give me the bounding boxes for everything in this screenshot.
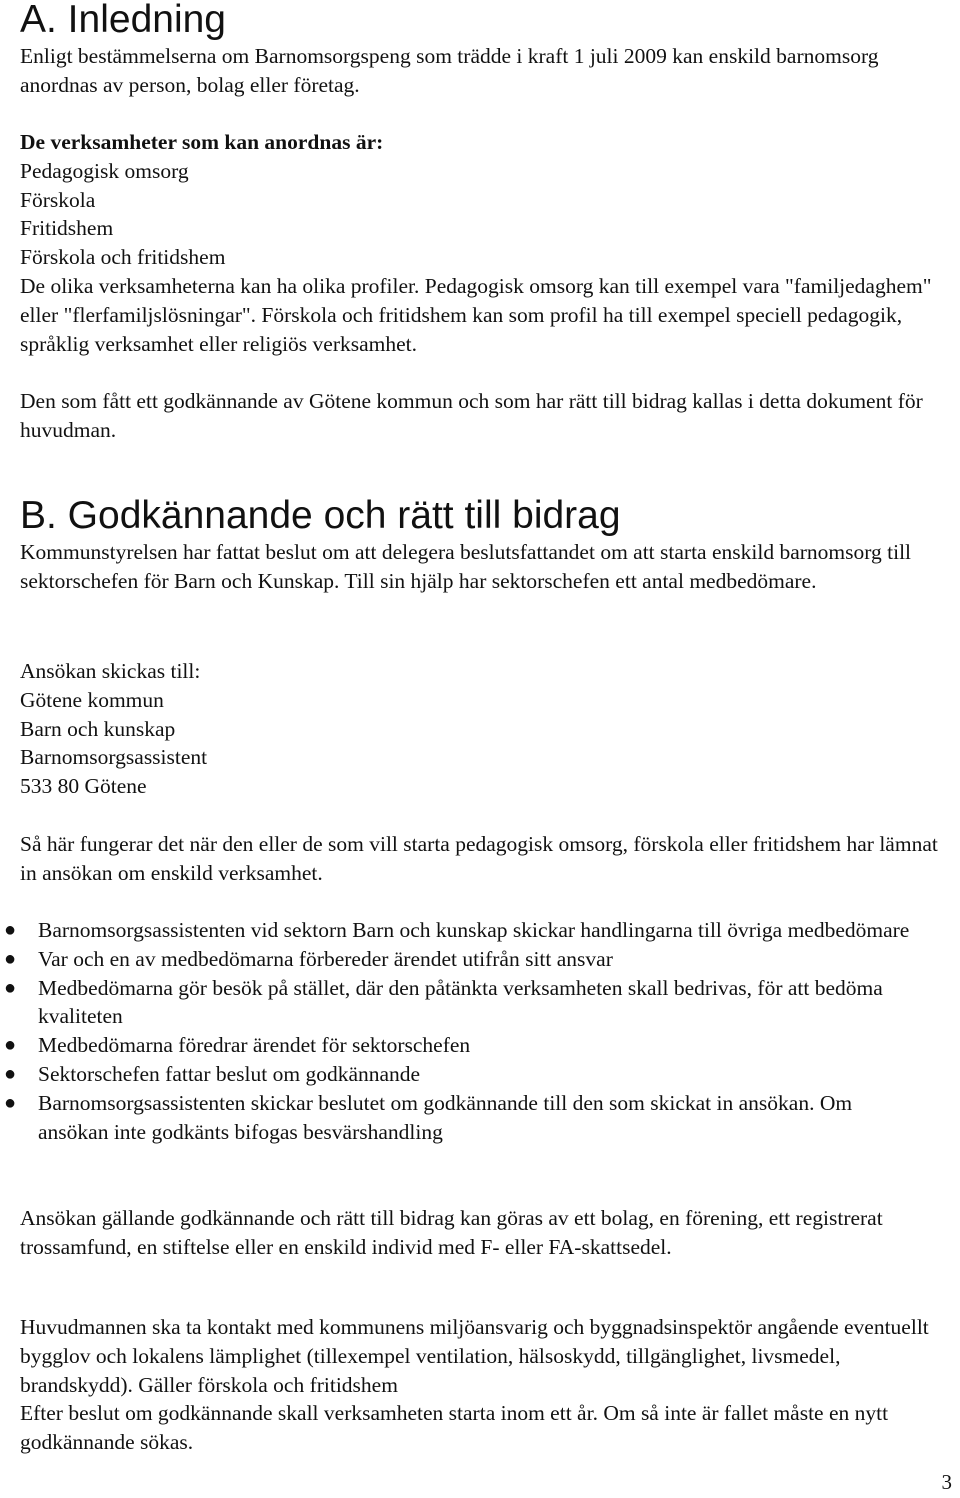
step-text: Medbedömarna gör besök på stället, där den påtänkta verksamheten skall bedrivas, för att bedöma kvaliteten — [38, 975, 883, 1029]
who-can-apply-text: Ansökan gällande godkännande och rätt till bidrag kan göras av ett bolag, en förening, ett registrerat trossamfund, en stiftelse eller en enskild individ med F- eller FA-skattsedel. — [20, 1206, 883, 1259]
step-text: Medbedömarna föredrar ärendet för sektorschefen — [38, 1033, 471, 1058]
activity-item: Förskola och fritidshem — [20, 245, 226, 270]
address-line: 533 80 Götene — [20, 774, 147, 799]
address-block — [20, 657, 940, 801]
activity-item: Fritidshem — [20, 216, 114, 241]
list-item — [4, 1060, 920, 1089]
list-item — [4, 916, 920, 945]
list-item — [4, 1089, 920, 1147]
delegation-paragraph — [20, 538, 940, 596]
list-item — [4, 974, 920, 1032]
address-line: Ansökan skickas till: — [20, 659, 201, 683]
bullet-icon: ● — [4, 1062, 17, 1085]
contact-text: Huvudmannen ska ta kontakt med kommunens miljöansvarig och byggnadsinspektör angående eventuellt bygglov och lokalens lämplighet (tillexempel ventilation, hälsoskydd, tillgänglighet, livsmedel, brandskydd). Gäller förskola och fritidshem — [20, 1315, 929, 1397]
intro-text: Enligt bestämmelserna om Barnomsorgspeng som trädde i kraft 1 juli 2009 kan enskild barnomsorg anordnas av person, bolag eller företag. — [20, 44, 879, 97]
who-can-apply-paragraph — [20, 1204, 940, 1262]
profiles-paragraph — [20, 272, 940, 358]
huvudman-paragraph — [20, 387, 940, 445]
process-intro-text: Så här fungerar det när den eller de som vill starta pedagogisk omsorg, förskola eller fritidshem har lämnat in ansökan om enskild verksamhet. — [20, 832, 938, 885]
step-text: Sektorschefen fattar beslut om godkännande — [38, 1061, 421, 1086]
bullet-icon: ● — [4, 976, 17, 999]
bullet-icon: ● — [4, 919, 17, 941]
steps-list — [4, 916, 920, 1146]
page-number: 3 — [941, 1470, 952, 1494]
bullet-icon: ● — [4, 1091, 17, 1114]
section-a-heading: A. Inledning — [20, 0, 226, 41]
activities-title: De verksamheter som kan anordnas är: — [20, 130, 384, 154]
address-line: Barnomsorgsassistent — [20, 745, 208, 770]
intro-paragraph — [20, 42, 940, 100]
list-item — [4, 945, 920, 974]
step-text: Var och en av medbedömarna förbereder ärendet utifrån sitt ansvar — [38, 946, 613, 971]
address-line: Götene kommun — [20, 687, 164, 712]
contact-paragraph — [20, 1313, 940, 1457]
address-line: Barn och kunskap — [20, 716, 176, 741]
process-intro-paragraph — [20, 830, 940, 888]
step-text: Barnomsorgsassistenten skickar beslutet om godkännande till den som skickat in ansökan. Om ansökan inte godkänts bifogas besvärshandling — [38, 1090, 853, 1144]
profiles-text: De olika verksamheterna kan ha olika profiler. Pedagogisk omsorg kan till exempel vara "familjedaghem" eller "flerfamiljslösningar". Förskola och fritidshem kan som profil ha till exempel speciell pedagogik, språklig verksamhet eller religiös verksamhet. — [20, 274, 932, 356]
deadline-text: Efter beslut om godkännande skall verksamheten starta inom ett år. Om så inte är fallet måste en nytt godkännande sökas. — [20, 1401, 889, 1455]
section-b-heading: B. Godkännande och rätt till bidrag — [20, 494, 621, 537]
delegation-text: Kommunstyrelsen har fattat beslut om att delegera beslutsfattandet om att starta enskild barnomsorg till sektorschefen för Barn och Kunskap. Till sin hjälp har sektorschefen ett antal medbedömare. — [20, 540, 912, 593]
list-item — [4, 1031, 920, 1060]
activities-list — [20, 128, 940, 272]
bullet-icon: ● — [4, 947, 17, 970]
huvudman-text: Den som fått ett godkännande av Götene kommun och som har rätt till bidrag kallas i detta dokument för huvudman. — [20, 389, 923, 442]
activity-item: Förskola — [20, 187, 96, 212]
activity-item: Pedagogisk omsorg — [20, 158, 189, 183]
step-text: Barnomsorgsassistenten vid sektorn Barn och kunskap skickar handlingarna till övriga medbedömare — [38, 918, 910, 942]
bullet-icon: ● — [4, 1034, 17, 1057]
